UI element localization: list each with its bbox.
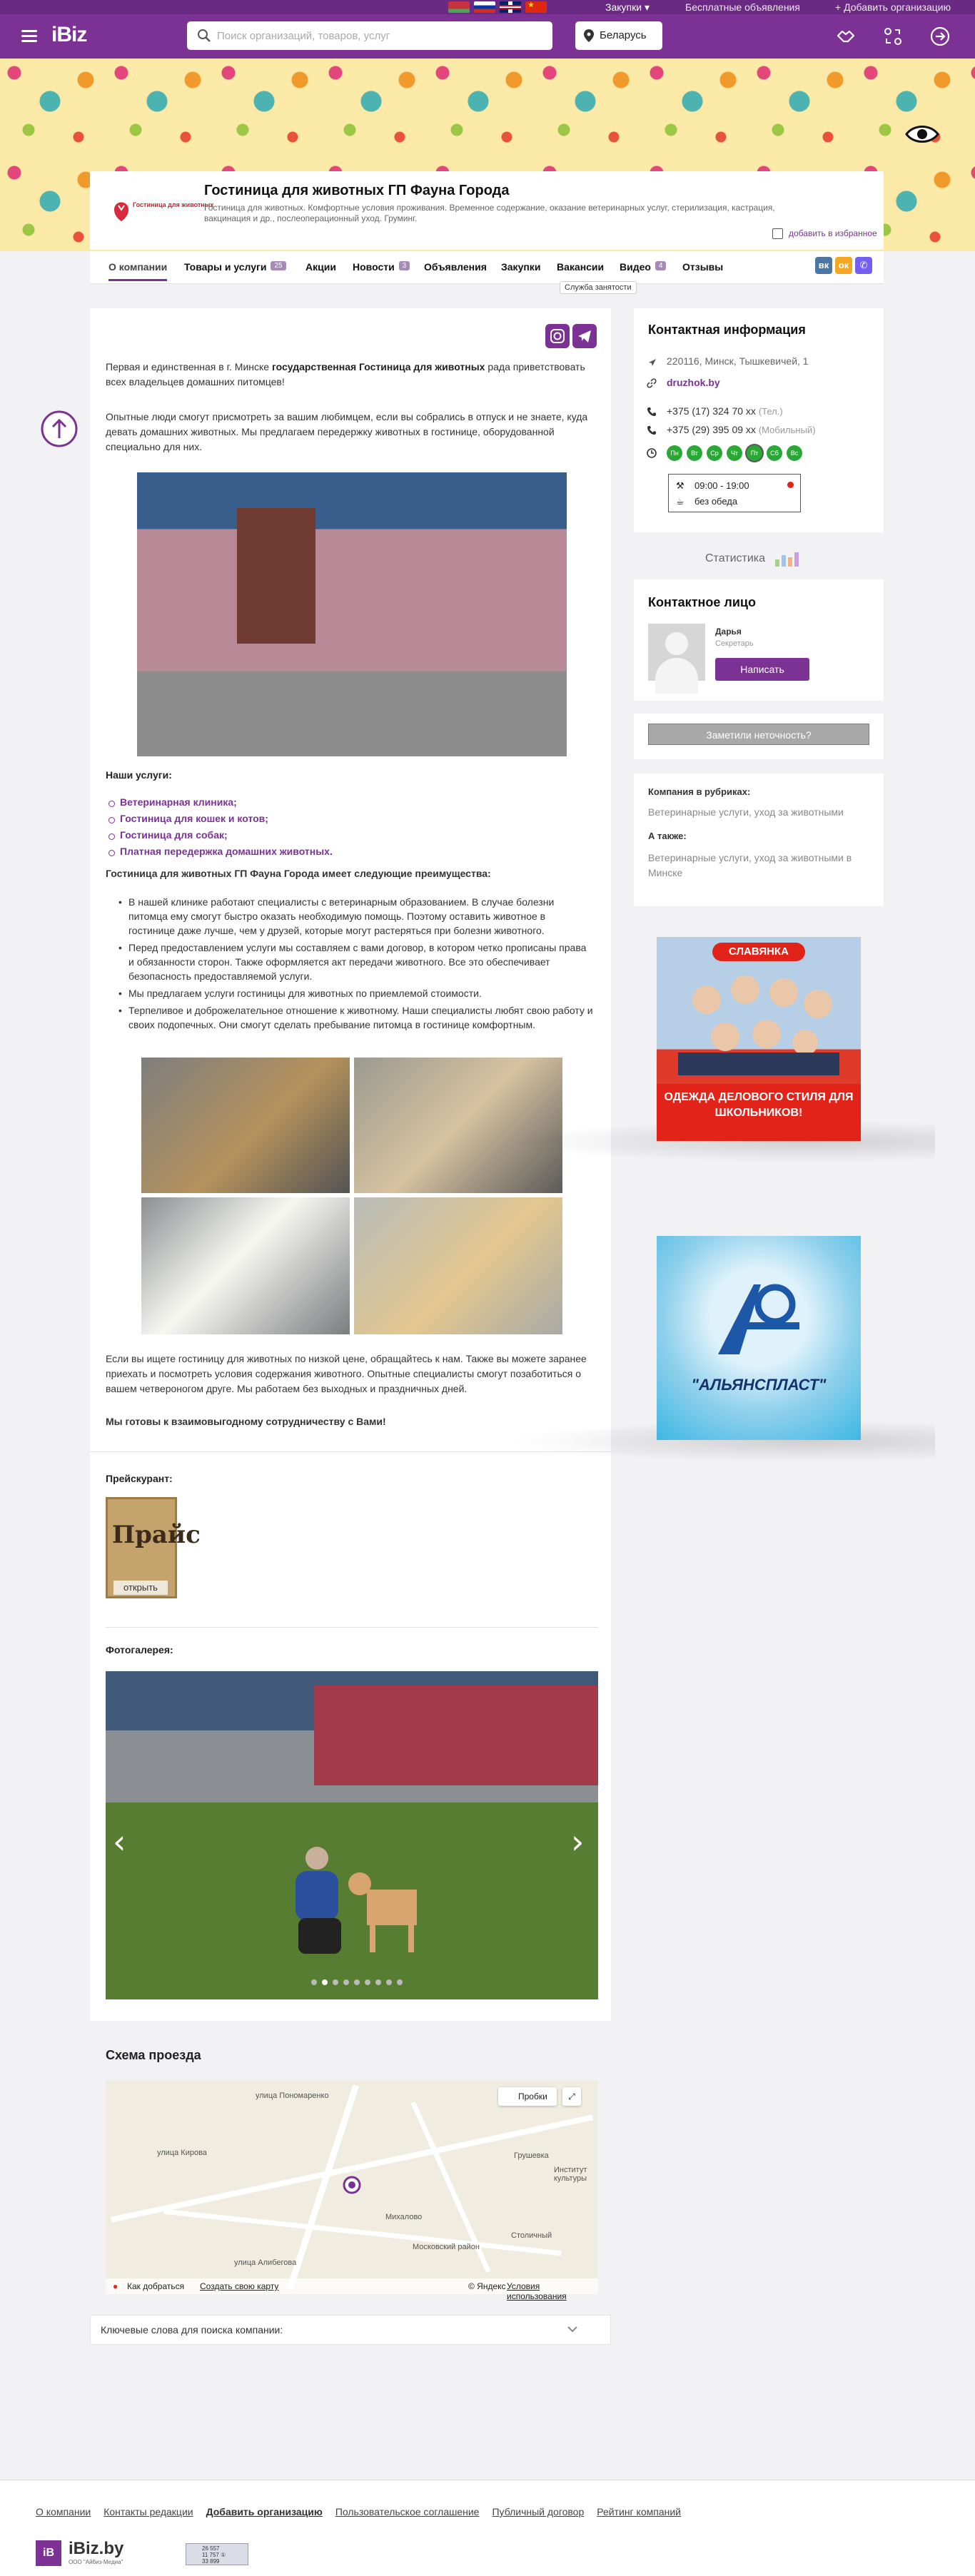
tab-promotions[interactable]: Акции [305, 261, 336, 273]
ad-banner-alliansplast[interactable] [657, 1236, 861, 1440]
company-name: Гостиница для животных ГП Фауна Города [204, 183, 510, 198]
flag-russia-icon[interactable] [474, 1, 495, 13]
viber-share-icon[interactable]: ✆ [855, 257, 872, 274]
website-link[interactable]: druzhok.by [667, 377, 720, 388]
map-footer-bar [106, 2278, 598, 2301]
paragraph: Если вы ищете гостиницу для животных по низкой цене, обращайтесь к нам. Также вы можете заранее приехать и посмотреть условия содержания животного. Опытные специалисты смогут позаботиться о вашем четвероногом друге. Мы работаем без выходных и праздничных дней. [106, 1353, 587, 1394]
tools-icon: ⚒ [676, 480, 684, 491]
cat-in-room-photo[interactable] [354, 1197, 562, 1334]
report-inaccuracy-button[interactable]: Заметили неточность? [648, 724, 869, 745]
company-logo [104, 184, 214, 234]
scroll-up-icon[interactable] [40, 410, 79, 448]
region-selector[interactable] [575, 21, 662, 50]
contact-info-title: Контактная информация [648, 323, 806, 337]
map-label: Институт культуры [554, 2166, 587, 2183]
pricelist-title: Прейскурант: [106, 1473, 173, 1484]
footer-links [36, 2506, 681, 2517]
chart-icon [774, 551, 802, 567]
gallery-pagination [311, 1979, 403, 1985]
rubrics-also-value[interactable]: Ветеринарные услуги, уход за животными в Минске [648, 852, 852, 878]
address: 220116, Минск, Тышкевичей, 1 [667, 355, 809, 367]
phone-icon [647, 407, 657, 417]
gallery-dot[interactable] [365, 1979, 370, 1985]
create-map-link[interactable]: Создать свою карту [200, 2281, 279, 2291]
visit-counter[interactable]: 26 557 11 757 ① 33 899 [186, 2543, 248, 2565]
favorites-label: добавить в избранное [789, 228, 877, 238]
navigation-arrow-icon [648, 358, 657, 367]
footer-link-contacts[interactable]: Контакты редакции [103, 2506, 193, 2517]
list-item: • Терпеливое и доброжелательное отношение к животному. Наши специалисты любят свою работу и своих подопечных. Они смогут сделать пребывание питомца в гостинице комфортным. [118, 1003, 594, 1032]
language-flags [448, 1, 547, 13]
tab-count-badge: 3 [399, 261, 410, 270]
telegram-icon[interactable] [572, 324, 597, 348]
flag-uk-icon[interactable] [500, 1, 521, 13]
top-utility-bar [0, 0, 975, 14]
pricelist-document[interactable] [106, 1497, 201, 1598]
list-item: • В нашей клинике работают специалисты с ветеринарным образованием. В случае болезни питомца ему смогут быстро оказать необходимую помощь. Поэтому оставить животное в гостинице даже лучше, чем у друзей, которые могут растеряться при болезни животного. [118, 895, 594, 938]
footer-link-add-org[interactable]: Добавить организацию [206, 2506, 323, 2517]
intro-paragraph: Первая и единственная в г. Минске государственная Гостиница для животных рада приветствовать всех владельцев домашних питомцев! [106, 361, 585, 387]
footer-company: ООО "Айбиз-Медиа" [69, 2559, 123, 2565]
rubrics-card [634, 774, 884, 906]
footer-site-name[interactable]: iBiz.by [69, 2539, 124, 2558]
search-icon [197, 29, 211, 43]
day-badge: Чт [727, 445, 742, 461]
link-icon [647, 378, 657, 388]
statistics-link[interactable]: Статистика [705, 551, 802, 567]
tooltip: Служба занятости [560, 281, 637, 294]
day-badge: Вс [787, 445, 802, 461]
day-badge: Сб [767, 445, 782, 461]
flag-belarus-icon[interactable] [448, 1, 470, 13]
site-footer [0, 2480, 975, 2576]
services-title: Наши услуги: [106, 769, 172, 781]
menu-icon[interactable] [21, 30, 37, 43]
keywords-label: Ключевые слова для поиска компании: [101, 2324, 283, 2336]
yandex-copyright: © Яндекс [468, 2281, 506, 2291]
photo-gallery [106, 1671, 598, 1999]
map-label: Столичный [511, 2231, 552, 2240]
gallery-dot[interactable] [397, 1979, 403, 1985]
phone-1[interactable]: +375 (17) 324 70 xx (Тел.) [667, 405, 783, 417]
login-icon[interactable] [929, 26, 951, 47]
clock-icon [647, 448, 657, 458]
list-item[interactable]: Гостиница для кошек и котов; [106, 813, 534, 824]
avatar [648, 624, 705, 681]
cat-photo[interactable] [141, 1058, 350, 1193]
day-badge: Ср [707, 445, 722, 461]
working-hours: 09:00 - 19:00 [694, 480, 749, 491]
footer-link-agreement[interactable]: Пользовательское соглашение [335, 2506, 480, 2517]
gallery-photo-people-dog [274, 1840, 431, 1961]
footer-link-about[interactable]: О компании [36, 2506, 91, 2517]
company-description: Гостиница для животных. Комфортные условия проживания. Временное содержание, оказание ветеринарных услуг, стерилизация, кастрация, вакцинация и др., послеоперационный уход. Груминг. [204, 203, 775, 223]
rubrics-value[interactable]: Ветеринарные услуги, уход за животными [648, 806, 844, 818]
ok-share-icon[interactable]: ок [835, 257, 852, 274]
tab-vacancies[interactable]: Вакансии [557, 261, 605, 273]
list-item[interactable]: Платная передержка домашних животных. [106, 846, 534, 857]
tab-count-badge: 4 [655, 261, 667, 270]
map-label: Московский район [413, 2243, 480, 2251]
ad-banner-slavyanka[interactable] [657, 937, 861, 1141]
list-item[interactable]: Ветеринарная клиника; [106, 796, 534, 808]
instagram-icon[interactable] [545, 324, 570, 348]
map-terms-link[interactable]: Условия использования [507, 2281, 567, 2301]
list-item: • Мы предлагаем услуги гостиницы для животных по приемлемой стоимости. [118, 986, 594, 1000]
main-header [0, 14, 975, 59]
tab-video[interactable]: Видео 4 [620, 261, 666, 273]
add-to-favorites[interactable] [772, 228, 877, 239]
day-badge-today: Пт [747, 445, 762, 461]
directions-map[interactable] [106, 2080, 598, 2301]
traffic-button[interactable]: Пробки [498, 2087, 557, 2106]
search-input[interactable] [217, 21, 545, 50]
company-header-card [90, 171, 884, 250]
region-label: Беларусь [600, 29, 647, 41]
route-pin-icon: ● [113, 2281, 118, 2291]
hotel-building-photo[interactable] [137, 472, 567, 756]
gallery-dot[interactable] [343, 1979, 349, 1985]
tab-news[interactable]: Новости 3 [353, 261, 410, 273]
search-box [187, 21, 552, 50]
flag-china-icon[interactable] [525, 1, 547, 13]
advantages-list [118, 895, 594, 1035]
eye-icon[interactable] [905, 123, 939, 146]
location-pin-icon [584, 29, 594, 42]
rubrics-also-title: А также: [648, 831, 687, 841]
tab-products[interactable]: Товары и услуги 25 [184, 261, 286, 273]
list-item[interactable]: Гостиница для собак; [106, 829, 534, 841]
day-badge: Пн [667, 445, 682, 461]
footer-logo-mark[interactable]: iB [36, 2540, 61, 2566]
map-marker-icon[interactable] [343, 2176, 361, 2194]
contact-name: Дарья [715, 627, 742, 637]
tab-about[interactable]: О компании [108, 261, 167, 281]
tab-ads[interactable]: Объявления [424, 261, 487, 273]
free-ads-link[interactable]: Бесплатные объявления [685, 1, 800, 13]
gallery-dot[interactable] [386, 1979, 392, 1985]
open-status-icon [787, 482, 794, 488]
alliansplast-logo [714, 1280, 804, 1359]
cup-icon: ☕ [676, 496, 684, 507]
services-list [106, 796, 534, 862]
advantages-title: Гостиница для животных ГП Фауна Города имеет следующие преимущества: [106, 868, 491, 879]
map-label: улица Кирова [157, 2149, 207, 2157]
gallery-prev-arrow[interactable]: ‹ [113, 1822, 126, 1861]
tab-reviews[interactable]: Отзывы [682, 261, 724, 273]
zakupki-link[interactable]: Закупки ▾ [605, 1, 650, 13]
contact-position: Секретарь [715, 639, 754, 648]
phone-2[interactable]: +375 (29) 395 09 xx (Мобильный) [667, 424, 816, 435]
company-tabs [90, 251, 884, 284]
tab-purchases[interactable]: Закупки [501, 261, 541, 273]
gallery-dot[interactable] [375, 1979, 381, 1985]
route-link[interactable]: Как добраться [127, 2281, 185, 2291]
map-label: Грушевка [514, 2151, 549, 2160]
company-logo-text: Гостиница для животных [133, 201, 214, 208]
ad-brand: "АЛЬЯНСПЛАСТ" [691, 1376, 827, 1394]
vk-share-icon[interactable]: вк [815, 257, 832, 274]
add-organization-link[interactable]: + Добавить организацию [835, 1, 951, 13]
gallery-dot[interactable] [322, 1979, 328, 1985]
working-hours-popup [668, 474, 801, 512]
tab-count-badge: 25 [271, 261, 286, 270]
write-message-button[interactable]: Написать [715, 658, 809, 681]
map-label: улица Пономаренко [256, 2091, 329, 2100]
gallery-dot[interactable] [311, 1979, 317, 1985]
handshake-icon[interactable] [835, 26, 857, 47]
gallery-dot[interactable] [354, 1979, 360, 1985]
children-photo [678, 968, 839, 1075]
footer-link-rating[interactable]: Рейтинг компаний [597, 2506, 681, 2517]
map-label: улица Алибегова [234, 2258, 297, 2267]
checkbox-icon[interactable] [772, 228, 783, 239]
map-label: Михалово [385, 2213, 423, 2221]
chevron-down-icon [567, 2326, 577, 2333]
site-logo[interactable]: iBiz [51, 23, 87, 46]
list-item: • Перед предоставлением услуги мы составляем с вами договор, в котором четко прописаны права и обязанности сторон. Также оформляется акт передачи животного. Все это обеспечивает безопасность предоставляемой услуги. [118, 940, 594, 983]
ad-text: ОДЕЖДА ДЕЛОВОГО СТИЛЯ ДЛЯ ШКОЛЬНИКОВ! [664, 1091, 854, 1119]
lunch-info: без обеда [694, 496, 738, 507]
map-title: Схема проезда [106, 2048, 201, 2062]
footer-link-public-contract[interactable]: Публичный договор [492, 2506, 585, 2517]
open-pricelist-button[interactable]: открыть [113, 1581, 168, 1595]
paragraph: Мы готовы к взаимовыгодному сотрудничеству с Вами! [106, 1416, 386, 1427]
rubrics-title: Компания в рубриках: [648, 786, 751, 797]
compare-icon[interactable] [882, 26, 904, 47]
contact-person-title: Контактное лицо [648, 595, 756, 609]
company-link[interactable]: ГП Фауна Города [234, 868, 320, 879]
gallery-next-arrow[interactable]: › [571, 1822, 585, 1861]
day-badge: Вт [687, 445, 702, 461]
pricelist-cover-text: Прайс [112, 1521, 201, 1549]
spitz-photo[interactable] [141, 1197, 350, 1334]
keywords-accordion[interactable] [90, 2315, 611, 2345]
gallery-dot[interactable] [333, 1979, 338, 1985]
gallery-title: Фотогалерея: [106, 1644, 173, 1655]
phone-icon [647, 425, 657, 435]
fullscreen-icon[interactable]: ⤢ [562, 2087, 581, 2106]
ad-brand: СЛАВЯНКА [712, 943, 805, 961]
paragraph: Опытные люди смогут присмотреть за вашим любимцем, если вы собрались в отпуск и не знаете, куда девать домашних животных. Мы предлагаем передержку животных в гостинице, оборудованной специально для них. [106, 411, 588, 452]
